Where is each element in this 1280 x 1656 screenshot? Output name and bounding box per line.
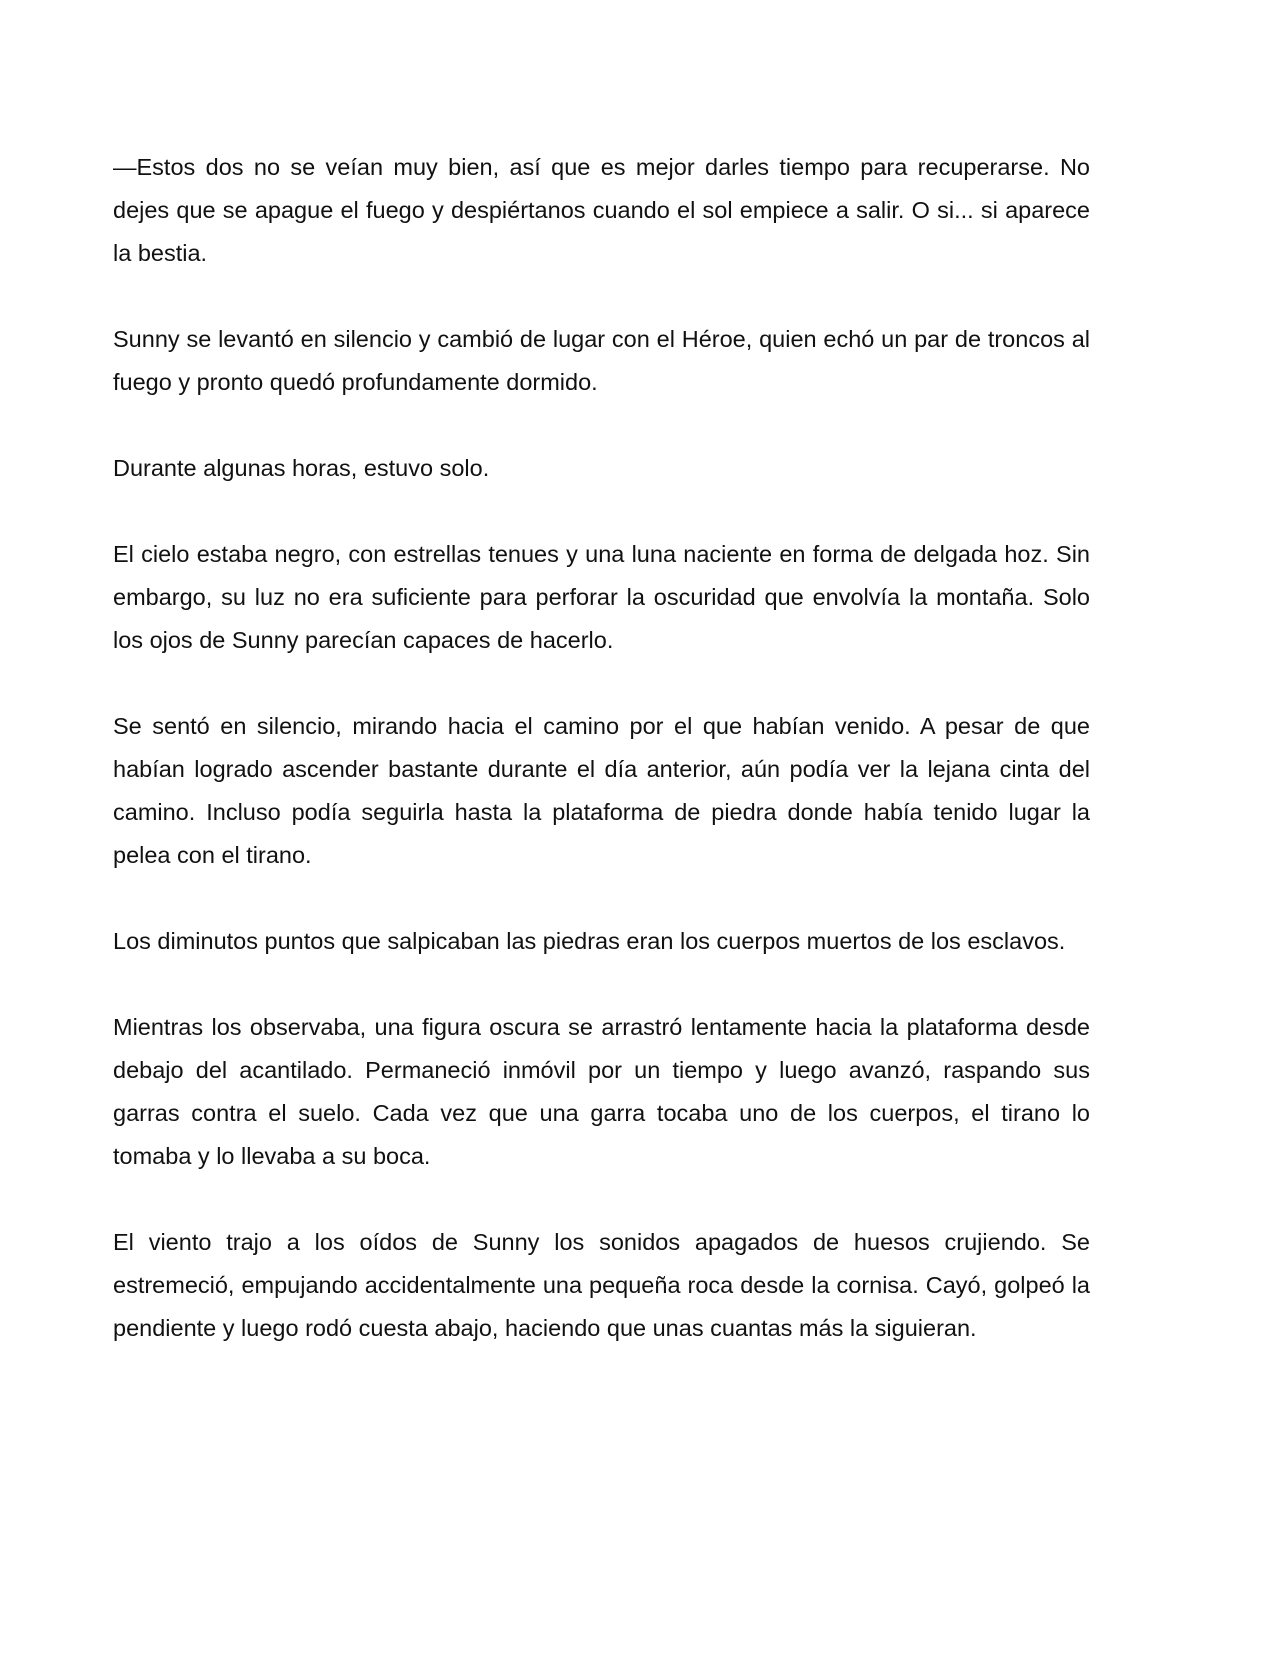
paragraph-8: El viento trajo a los oídos de Sunny los sonidos apagados de huesos crujiendo. Se estremeció, empujando accidentalmente una pequeña roca desde la cornisa. Cayó, golpeó la pendiente y luego rodó cuesta abajo, haciendo que unas cuantas más la siguieran.: [113, 1229, 1090, 1341]
paragraph-7: Mientras los observaba, una figura oscura se arrastró lentamente hacia la plataforma desde debajo del acantilado. Permaneció inmóvil por un tiempo y luego avanzó, raspando sus garras contra el suelo. Cada vez que una garra tocaba uno de los cuerpos, el tirano lo tomaba y lo llevaba a su boca.: [113, 1014, 1090, 1169]
paragraph-4: El cielo estaba negro, con estrellas tenues y una luna naciente en forma de delgada hoz. Sin embargo, su luz no era suficiente para perforar la oscuridad que envolvía la montaña. Solo los ojos de Sunny parecían capaces de hacerlo.: [113, 541, 1090, 653]
paragraph-1: —Estos dos no se veían muy bien, así que es mejor darles tiempo para recuperarse. No dejes que se apague el fuego y despiértanos cuando el sol empiece a salir. O si... si aparece la bestia.: [113, 154, 1090, 266]
paragraph-2: Sunny se levantó en silencio y cambió de lugar con el Héroe, quien echó un par de troncos al fuego y pronto quedó profundamente dormido.: [113, 326, 1090, 395]
paragraph-5: Se sentó en silencio, mirando hacia el camino por el que habían venido. A pesar de que habían logrado ascender bastante durante el día anterior, aún podía ver la lejana cinta del camino. Incluso podía seguirla hasta la plataforma de piedra donde había tenido lugar la pelea con el tirano.: [113, 713, 1090, 868]
paragraph-3: Durante algunas horas, estuvo solo.: [113, 455, 490, 481]
paragraph-6: Los diminutos puntos que salpicaban las piedras eran los cuerpos muertos de los esclavos.: [113, 928, 1066, 954]
document-body: [113, 146, 1090, 1393]
